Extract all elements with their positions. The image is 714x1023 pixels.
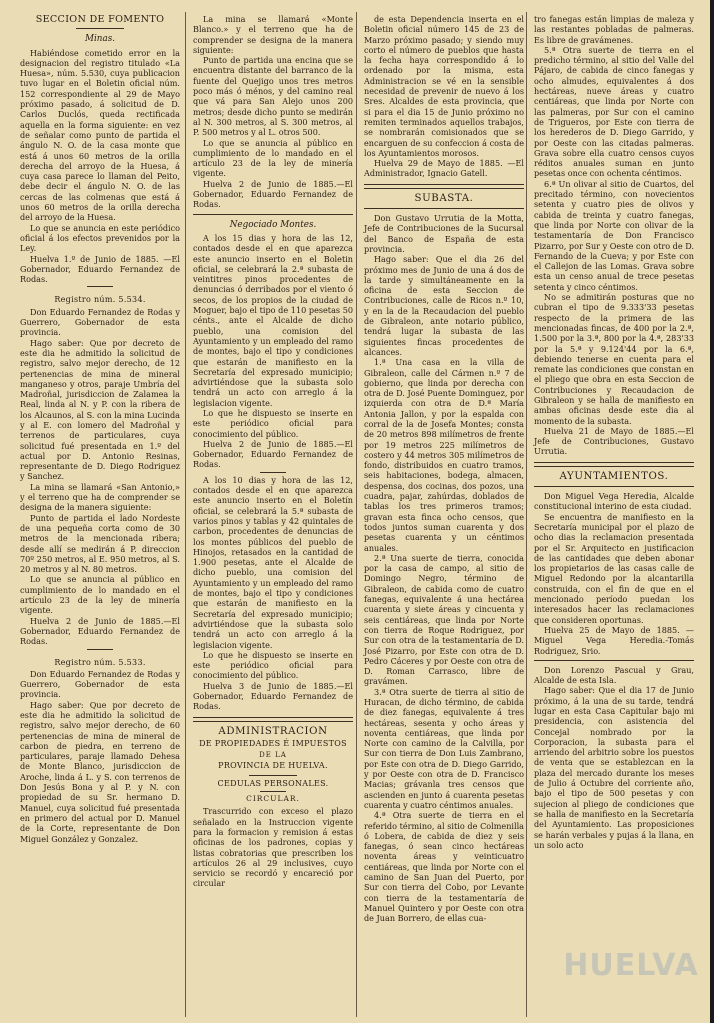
divider: [534, 462, 694, 467]
paragraph: 3.ª Otra suerte de tierra al sitio de Huracan, de dicho término, de cabida de diez fanegas, equivalente á tres hectáreas, sesenta y ocho áreas y noventa centiáreas, que linda por Norte con camino de la Calvilla, por Sur con tierra de Don Luis Zambrano, por Este con otra de D. Diego Garrido, y por Oeste con otra de D. Francisco Macias; grávanla tres censos que ascienden en junto á cuarenta pesetas cuarenta y cuatro céntimos anuales.: [364, 686, 524, 810]
divider: [260, 472, 286, 473]
column-rule: [526, 12, 527, 1017]
paragraph: Trascurrido con exceso el plazo señalado en la Instruccion vigente para la formacion y remision á estas oficinas de los padrones, copias y listas cobratorias que prescriben los artículos 26 al 29 inclusives, cuyo servicio se recordó y encareció por circular: [193, 806, 353, 889]
paragraph: Lo que se anuncia al público en cumplimiento de lo mandado en el artículo 23 de la ley de minería vigente.: [20, 574, 180, 616]
paragraph: Lo que he dispuesto se inserte en este periódico oficial para conocimiento del público.: [193, 649, 353, 681]
paragraph: La mina se llamará «San Antonio,» y el terreno que ha de comprender se designa de la manera siguiente:: [20, 481, 180, 513]
column-1: [20, 14, 180, 844]
registro-title: Registro núm. 5.534.: [54, 295, 146, 305]
paragraph: Don Eduardo Fernandez de Rodas y Guerrero, Gobernador de esta provincia.: [20, 306, 180, 338]
divider: [534, 660, 694, 661]
watermark: HUELVA: [563, 948, 699, 983]
signature: Huelva 25 de Mayo de 1885. —Miguel Vega Heredia.-Tomás Rodriguez, Srio.: [534, 624, 694, 656]
registro-title: Registro núm. 5.533.: [54, 657, 146, 667]
paragraph: 1.ª Una casa en la villa de Gibraleon, calle del Cármen n.º 7 de gobierno, que linda por derecha con otra de D. José Puente Dominguez, por izquierda con otra de D.ª María Antonia Jallon, y por la espalda con corral de la de Josefa Montes; consta de 20 metros 898 milímetros de frente por 19 metros 225 milímetros de costero y 44 metros 305 milímetros de fondo, distribuidos en cuatro tramos, seis habitaciones, bodega, almacen, despensa, dos cocinas, dos pozos, una cuadra, pajar, zahúrdas, doblados de tablas los tres primeros tramos; gravan esta finca ocho censos, que todos juntos suman cuarenta y dos pesetas cuarenta y un céntimos anuales.: [364, 357, 524, 553]
paragraph: Hago saber: Que por decreto de este dia he admitido la solicitud de registro, salvo mejor derecho, de 12 pertenencias de mina de mineral manganeso y otros, paraje Umbría del Madroñal, jurisdiccion de Zalamea la Real, linda al N. y P. con la ribera de los Alcaunos, al S. con la mina Lucinda y al E. con lomero del Madroñal y terrenos de particulares, cuya solicitud fué presentada en 1.º del actual por D. Antonio Resinas, representante de D. Diego Rodriguez y Sanchez.: [20, 337, 180, 482]
signature: Huelva 2 de Junio de 1885.—El Gobernador, Eduardo Fernandez de Rodas.: [20, 615, 180, 647]
divider: [87, 286, 113, 287]
paragraph: A los 10 dias y hora de las 12, contados desde el en que aparezca este anuncio inserto en el Boletín oficial, se celebrará la 5.ª subasta de varios pinos y tablas y 42 quintales de carbon, procedentes de denuncias de los montes públicos del pueblo de Hinojos, retasados en la cantidad de 1.900 pesetas, ante el Alcalde de dicho pueblo, una comision del Ayuntamiento y un empleado del ramo de montes, bajo el tipo y condiciones que estarán de manifiesto en la Secretaría del expresado municipio; advirtiéndose que la subasta solo tendrá un acto con arreglo á la legislacion vigente.: [193, 474, 353, 650]
signature: Huelva 2 de Junio de 1885.—El Gobernador, Eduardo Fernandez de Rodas.: [193, 438, 353, 470]
column-4: [534, 14, 694, 850]
divider: [534, 486, 694, 487]
paragraph: Don Gustavo Urrutia de la Motta, Jefe de Contribuciones de la Sucursal del Banco de España de esta provincia.: [364, 213, 524, 254]
paragraph: de esta Dependencia inserta en el Boletin oficial número 145 de 23 de Marzo próximo pasado; y siendo muy corto el número de pueblos que hasta la fecha haya correspondido á lo ordenado por la misma, esta Administracion se vé en la sensible necesidad de prevenir de nuevo á los Sres. Alcaldes de esta provincia, que si para el dia 15 de Junio próximo no remiten terminados aquellos trabajos, se nombrarán comisionados que se encarguen de su confeccion á costa de los Ayuntamientos morosos.: [364, 14, 524, 158]
section-heading-ayuntamientos: AYUNTAMIENTOS.: [559, 470, 669, 482]
section-subheading: CEDULAS PERSONALES.: [217, 778, 329, 788]
signature: Huelva 3 de Junio de 1885.—El Gobernador, Eduardo Fernandez de Rodas.: [193, 680, 353, 712]
signature: Huelva 2 de Junio de 1885.—El Gobernador, Eduardo Fernandez de Rodas.: [193, 178, 353, 210]
paragraph: Don Miguel Vega Heredia, Alcalde constitucional interino de esta ciudad.: [534, 491, 694, 512]
scan-edge: [710, 0, 714, 1023]
paragraph: Hago saber: Que por decreto de este dia he admitido la solicitud de registro, salvo mejor derecho, de 60 pertenencias de mina de mineral de carbon de piedra, en terreno de particulares, paraje llamado Dehesa de Monte Blanco, jurisdiccion de Aroche, linda á L. y S. con terrenos de Don Jesús Bona y al P. y N. con propiedad de su Sr. hermano D. Manuel, cuya solicitud fué presentada en primero del actual por D. Manuel de la Corte, representante de Don Miguel González y Gonzalez.: [20, 699, 180, 844]
section-heading-administracion: ADMINISTRACION: [218, 725, 328, 737]
paragraph: A los 15 dias y hora de las 12, contados desde el en que aparezca este anuncio inserto en el Boletin oficial, se celebrará la 2.ª subasta de veintitres pinos procedentes de denuncias ó derribados por el viento ó secos, de los propios de la ciudad de Moguer, bajo el tipo de 110 pesetas 50 cénts., ante el Alcalde de dicho pueblo, una comision del Ayuntamiento y un empleado del ramo de montes, bajo el tipo y condiciones que estarán de manifiesto en la Secretaría del expresado municipio; advirtiéndose que la subasta solo tendrá un acto con arreglo á la legislacion vigente.: [193, 232, 353, 408]
column-rule: [185, 12, 186, 1017]
paragraph: Habiéndose cometido error en la designacion del registro titulado «La Huesa», núm. 5.530, cuya publicacion tuvo lugar en el Boletin oficial núm. 152 correspondiente al 29 de Mayo próximo pasado, á solicitud de D. Carlos Duclós, queda rectificada aquella en la forma siguiente: en vez de señalar como punto de partida el ángulo N. O. de la casa monte que está á unos 60 metros de la orilla derecha del arroyo de la Huesa, á cuya casa parece lo llaman del Peito, debe decir el ángulo N. O. de las cercas de las colmenas que está á unos 60 metros de la orilla derecha del arroyo de la Huesa.: [20, 47, 180, 223]
paragraph: Se encuentra de manifiesto en la Secretaría municipal por el plazo de ocho dias la reclamacion presentada por el Sr. Arquitecto en justificacion de las cantidades que deben abonar los propietarios de las casas calle de Miguel Redondo por la alcantarilla construida, con el fin de que en el mencionado período puedan los interesados hacer las reclamaciones que consideren oportunas.: [534, 511, 694, 625]
paragraph: Hago saber: Que el dia 17 de Junio próximo, á la una de su tarde, tendrá lugar en esta Casa Capitular bajo mi presidencia, con asistencia del Concejal nombrado por la Corporacion, la subasta para el arriendo del arbitrio sobre los puestos de venta que se establezcan en la plaza del mercado durante los meses de Julio á Octubre del corriente año, bajo el tipo de 500 pesetas y con sujecion al pliego de condiciones que se halla de manifiesto en la Secretaría del Ayuntamiento. Las proposiciones se harán verbales y pujas á la llana, en un solo acto: [534, 685, 694, 850]
section-subheading: DE LA: [259, 751, 287, 760]
paragraph: No se admitirán posturas que no cubran el tipo de 9.333'33 pesetas respecto de la primera de las mencionadas fincas, de 400 por la 2.ª, 1.500 por la 3.ª, 800 por la 4.ª, 283'33 por la 5.ª y 9.124'44 por la 6.ª, debiendo tenerse en cuenta para el remate las condiciones que constan en el pliego que obra en esta Seccion de Contribuciones y Recaudacion de Gibraleon y se halla de manifiesto en ambas oficinas desde este dia al momento de la subasta.: [534, 292, 694, 426]
signature: Huelva 1.º de Junio de 1885. —El Gobernador, Eduardo Fernandez de Rodas.: [20, 253, 180, 285]
divider: [249, 775, 297, 776]
subheading-minas: Minas.: [84, 34, 116, 45]
divider: [364, 184, 524, 189]
divider: [193, 717, 353, 722]
paragraph: Punto de partida el lado Nordeste de una pequeña corta como de 30 metros de la mencionada ribera; desde allí se medirán á P. direccion 70º 250 metros, al E. 950 metros, al S. 20 metros y al N. 80 metros.: [20, 512, 180, 575]
paragraph: Hago saber: Que el dia 26 del próximo mes de Junio de una á dos de la tarde y simultáneamente en la oficina de esta Seccion de Contribuciones, calle de Ricos n.º 10, y en la de la Recaudacion del pueblo de Gibraleon, ante notario público, tendrá lugar la subasta de las siguientes fincas procedentes de alcances.: [364, 254, 524, 357]
column-3: [364, 14, 524, 924]
divider: [193, 214, 353, 215]
subheading-montes: Negociado Montes.: [229, 219, 317, 230]
column-rule: [356, 12, 357, 1017]
column-2: [193, 14, 353, 889]
divider: [260, 791, 286, 792]
paragraph: 6.ª Un olivar al sitio de Cuartos, del precitado término, con novecientos setenta y cuatro pies de olivos y cabida de treinta y cuatro fanegas, que linda por Norte con olivar de la testamentaría de Don Francisco Pizarro, por Sur y Oeste con otro de D. Fernando de la Cueva; y por Este con el Callejon de las Lomas. Grava sobre esta un censo anual de trece pesetas setenta y cinco céntimos.: [534, 178, 694, 292]
paragraph: Lo que se anuncia en este periódico oficial á los efectos prevenidos por la Ley.: [20, 222, 180, 254]
paragraph: 5.ª Otra suerte de tierra en el predicho término, al sitio del Valle del Pájaro, de cabida de cinco fanegas y ocho almudes, equivalentes á dos hectáreas, nueve áreas y cuatro centiáreas, que linda por Norte con las palmeras, por Sur con el camino de Trigueros, por Este con tierra de los herederos de D. Diego Garrido, y por Oeste con las citadas palmeras. Grava sobre ella cuatro censos cuyos réditos anuales suman en junto pesetas once con ochenta céntimos.: [534, 44, 694, 179]
section-subheading: PROVINCIA DE HUELVA.: [218, 761, 328, 771]
paragraph: 4.ª Otra suerte de tierra en el referido término, al sitio de Colmenilla ó Lobera, de cabida de diez y seis fanegas, ó sean cinco hectáreas noventa áreas y veinticuatro centiáreas, que linda por Norte con el camino de San Juan del Puerto, por Sur con tierra del Cobo, por Levante con tierra de la testamentaría de Manuel Quintero y por Oeste con otra de Juan Borrero, de ellas cua-: [364, 810, 524, 924]
paragraph: Punto de partida una encina que se encuentra distante del barranco de la fuente del Quejigo unos tres metros poco más ó ménos, y del camino real que vá para San Alejo unos 200 metros; desde dicho punto se medirán al N. 300 metros, al S. 300 metros, al P. 500 metros y al L. otros 500.: [193, 55, 353, 138]
divider: [87, 649, 113, 650]
section-subheading: CIRCULAR.: [246, 794, 300, 804]
signature: Huelva 21 de Mayo de 1885.—El Jefe de Contribuciones, Gustavo Urrutia.: [534, 425, 694, 457]
divider: [76, 28, 124, 29]
section-heading-fomento: SECCION DE FOMENTO: [35, 14, 165, 25]
paragraph: La mina se llamará «Monte Blanco.» y el terreno que ha de comprender se designa de la manera siguiente:: [193, 14, 353, 55]
paragraph: Don Lorenzo Pascual y Grau, Alcalde de esta Isla.: [534, 664, 694, 686]
paragraph: tro fanegas están limpias de maleza y las restantes pobladas de palmeras. Es libre de gravámenes.: [534, 14, 694, 45]
section-subheading: DE PROPIEDADES É IMPUESTOS: [199, 738, 347, 748]
divider: [364, 208, 524, 209]
paragraph: Don Eduardo Fernandez de Rodas y Guerrero, Gobernador de esta provincia.: [20, 668, 180, 700]
section-heading-subasta: SUBASTA.: [414, 192, 474, 204]
paragraph: Lo que he dispuesto se inserte en este periódico oficial para conocimiento del público.: [193, 407, 353, 439]
paragraph: 2.ª Una suerte de tierra, conocida por la casa de campo, al sitio de Domingo Negro, término de Gibraleon, de cabida como de cuatro fanegas, equivalente á una hectárea cuarenta y siete áreas y cincuenta y seis centiáreas, que linda por Norte con tierra de Roque Rodriguez, por Sur con otra de la testamentaría de D. José Pizarro, por Este con otra de D. Pedro Cáceres y por Oeste con otra de D. Roman Carrasco, libre de gravámen.: [364, 552, 524, 687]
signature: Huelva 29 de Mayo de 1885. —El Administrador, Ignacio Gatell.: [364, 158, 524, 179]
paragraph: Lo que se anuncia al público en cumplimiento de lo mandado en el artículo 23 de la ley de minería vigente.: [193, 137, 353, 179]
